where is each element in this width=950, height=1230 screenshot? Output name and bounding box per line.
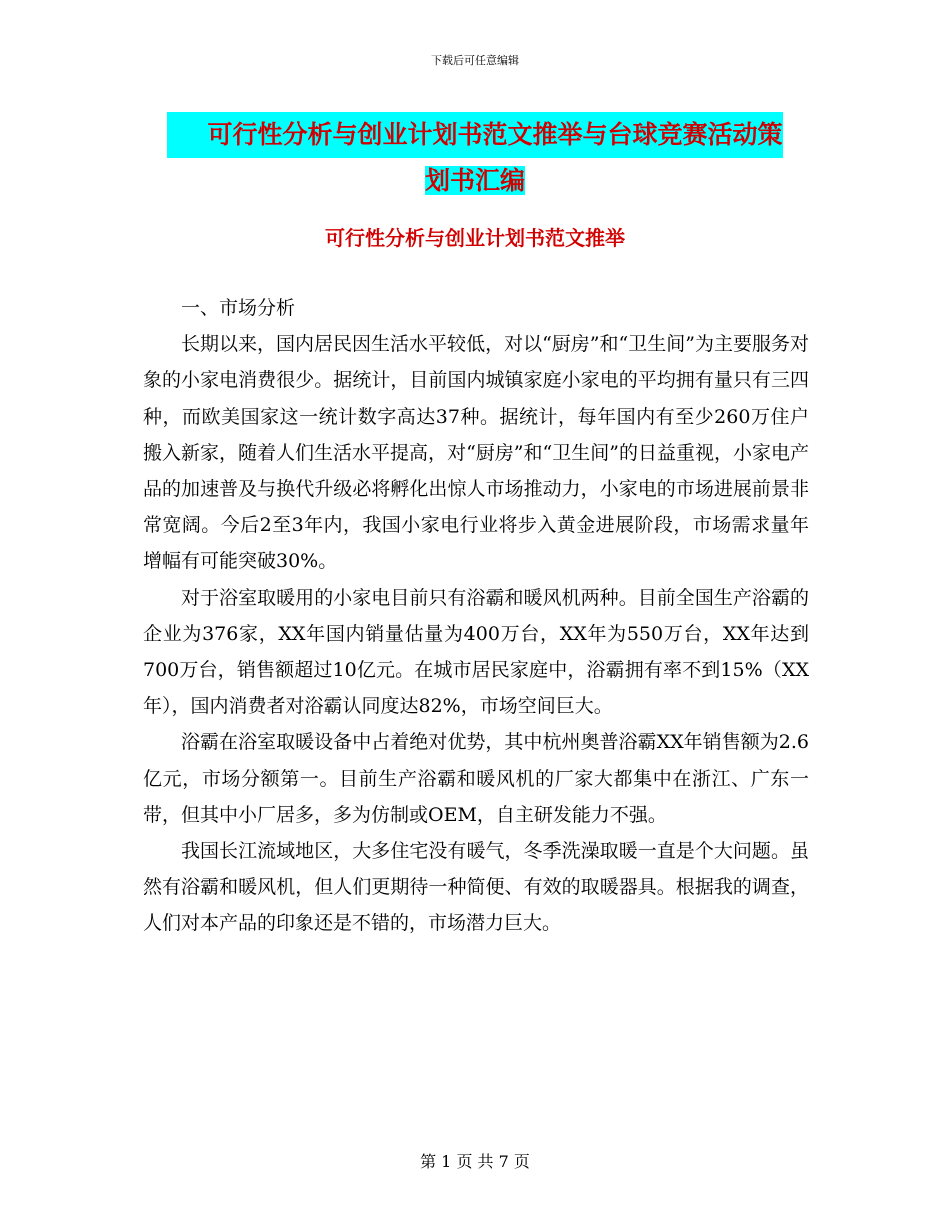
document-title-line-1: 可行性分析与创业计划书范文推举与台球竞赛活动策 (167, 112, 782, 158)
paragraph-2: 对于浴室取暖用的小家电目前只有浴霸和暖风机两种。目前全国生产浴霸的企业为376家，XX年国内销量估量为400万台，XX年为550万台，XX年达到700万台，销售额超过10亿元。在城市居民家庭中，浴霸拥有率不到15%（XX年），国内消费者对浴霸认同度达82%，市场空间巨大。 (143, 586, 809, 718)
document-title-line-2: 划书汇编 (424, 166, 525, 195)
paragraph-3: 浴霸在浴室取暖设备中占着绝对优势，其中杭州奥普浴霸XX年销售额为2.6亿元，市场分额第一。目前生产浴霸和暖风机的厂家大都集中在浙江、广东一带，但其中小厂居多，多为仿制或OEM，自主研发能力不强。 (143, 731, 809, 826)
header-note: 下载后可任意编辑 (431, 54, 519, 67)
section-title: 可行性分析与创业计划书范文推举 (325, 226, 625, 250)
paragraph-1: 长期以来，国内居民因生活水平较低，对以“厨房”和“卫生间”为主要服务对象的小家电消费很少。据统计，目前国内城镇家庭小家电的平均拥有量只有三四种，而欧美国家这一统计数字高达37种。据统计，每年国内有至少260万住户搬入新家，随着人们生活水平提高，对“厨房”和“卫生间”的日益重视，小家电产品的加速普及与换代升级必将孵化出惊人市场推动力，小家电的市场进展前景非常宽阔。今后2至3年内，我国小家电行业将步入黄金进展阶段，市场需求量年增幅有可能突破30%。 (143, 333, 809, 573)
page-number: 第 1 页 共 7 页 (420, 1152, 530, 1171)
paragraph-4: 我国长江流域地区，大多住宅没有暖气，冬季洗澡取暖一直是个大问题。虽然有浴霸和暖风机，但人们更期待一种简便、有效的取暖器具。根据我的调查，人们对本产品的印象还是不错的，市场潜力巨大。 (143, 840, 809, 935)
section-heading-market-analysis: 一、市场分析 (181, 297, 296, 319)
document-title (0, 112, 950, 204)
document-body (143, 290, 809, 942)
